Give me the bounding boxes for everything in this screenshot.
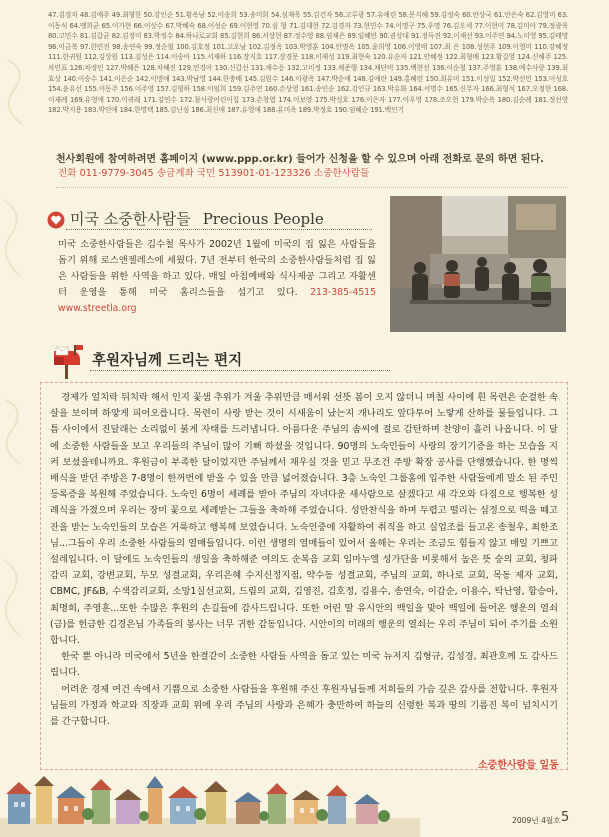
letter-signature: 소중한사람들 일동 — [478, 760, 559, 771]
section-title-precious-people — [70, 208, 324, 229]
contact-info: 213-385-4515 www.streetla.org — [58, 287, 376, 314]
swirl-decoration — [0, 0, 40, 837]
donor-list: 47.김경자 48.김예주 49.최형한 50.강인순 51.황옥남 52.이송희 53.송미희 54.심재욱 55.김건자 56.고루광 57.유예린 58.문지혜 59.김정숙 60.안상국 61.안은숙 62.김영미 63.이동식 64.맹희균 65.이가현 66.이상수 67.박혜숙 68.이성순 69.이현영 70.심 형 71.김대현 72.김경자 73.현민수 74.이명구 75.우명 76.김오세 77.이현미 78.김미아 79.정광욱 80.고민수 81.김갑균 82.김정미 83.박정수 84.하나로교회 85.김현희 86.서상현 87.정수영 88.임채은 89.임혜민 90.권상대 91.정득진 92.이재선 93.이주연 94.노미영 95.김태명 96.이금복 97.한민진 98.송연숙 99.정순철 100.김호정 101.고오남 102.김정옥 103.박영훈 104.안명옥 105.윤희영 106.이영태 107.최 은 108.성현주 109.이영미 110.강혜정 111.한귀원 112.김상원 113.김성은 114.이승아 115.서재하 116.장지호 117.장경문 118.이재성 119.최현숙 120.유순자 121.안혜정 122.최형배 123.황길영 124.신해주 125.차민표 126.차정민 127.박혜은 128.차혜진 129.민경아 130.신갑선 131.채수응 132.고미정 133.채준행 134.채단비 135.백현선 136.이순철 137.주영훈 138.예수사랑 139.최효상 140.이승수 141.이은순 142.이명애 143.박남영 144.한충배 145.김원수 146.이광옥 147.박순애 148.김예란 149.홍혜련 150.최유미 151.이성일 152.박선민 153.이성호 154.윤유선 155.이동주 156.이주영 157.김형하 158.이임희 159.김주연 160.손상영 161.송인순 162.김인규 163.박유화 164.서명수 165.신무자 166.최형석 167.오정현 168.이재례 169.유영애 170.이귀래 171.김연수 172.참사랑어린이집 173.손창엽 174.이보영 175.박성호 176.이은자 177.이우영 178.조오현 179.박순옥 180.김순례 181.정선영 182.박지용 183.박인애 184.한명택 185.김난심 186.최신애 187.유영애 188.유미옥 189.박정호 190.임혜순 191.백인기 — [48, 11, 568, 115]
letter-title-underline — [90, 370, 390, 371]
letter-paragraph: 경제가 얼치락 뒤치락 해서 인지 꽃샘 추위가 겨울 추위만큼 매서워 선뜻 봄이 오지 않더니 며칠 사이에 흰 목련은 순결한 속살을 보이며 하얗게 피어오릅니다. 목련이 사랑 받는 것이 시새움이 났는지 개나리도 앞다투어 노랗게 산하를 물들입니다. 그 틈 사이에서 진달래는 소리없이 붉게 자태를 드러냅니다. 아름다운 주님의 솜씨에 절로 감탄하며 찬양이 흘러 나옵니다. 이 달에 소중한 사람들을 보고 우리들의 주님이 많이 기뻐 하셨을 것입니다. 90명의 노숙인들이 사랑의 장기기증을 하는 모습을 지켜 보셨을테니까요. 후원금이 부족한 달이었지만 주님께서 채우실 것을 믿고 무조건 주방 확장 공사를 단행했습니다. 한 명씩 배식을 받던 주방은 7-8명이 한꺼번에 받을 수 있을 만큼 넓어졌습니다. 3층 노숙인 그룹홈에 입주한 사람들에게 말소 된 주민등록증을 복원해 주었습니다. 노숙인 6명이 세례를 받아 주님의 자녀다운 새사람으로 살겠다고 새 각오와 다짐으로 행복한 성례식을 가졌으며 우리는 장미 꽃으로 세례받는 그들을 축하해 주었습니다. 성만찬식을 하며 두렵고 떨리는 심정으로 떡을 떼고 잔을 받는 노숙인들의 모습은 거룩하고 행복해 보였습니다. 노숙인중에 자활하여 취직을 하고 실업조를 들고온 송철우, 최한조님...그들이 우리 소중한 사람들의 열매들입니다. 이런 생명의 열매들이 있어서 올해는 우리는 조금도 힘들지 않고 매일 기쁘고 설레입니다. 이 달에도 노숙인들의 생일을 축하해준 여의도 순복음 교회 임마누엘 성가단을 비롯해서 높은 뜻 숭의 교회, 청파 감리 교회, 강변교회, 두모 성결교회, 우리은혜 수지신정지점, 약수동 성결교회, 주님의 교회, 하나로 교회, 목동 제자 교회, CBMC, JF&B, 수색감리교회, 소망1실선교회, 드림의 교회, 김영진, 김호정, 김용수, 송연숙, 이갑순, 이용수, 탁난영, 함승아, 최명희, 주영훈...또한 수많은 후원의 손길들에 감사드립니다. 또한 어린 딸 유시안의 백일을 맞아 백일에 들어온 행운의 열쇠(금)를 헌금한 김경은님 가족들의 봉사는 너무 귀한 감동입니다. 시안이의 미래의 행운의 열쇠는 우리 주님이 되어 주기를 소원합니다. — [50, 392, 558, 647]
contact-notice: 전화 011-9779-3045 송금계좌 국민 513901-01-123326 소중한사람들 — [58, 168, 370, 179]
village-illustration — [0, 768, 420, 837]
title-korean: 미국 소중한사람들 — [70, 210, 191, 228]
section-divider — [56, 187, 568, 188]
precious-people-description — [58, 237, 376, 317]
issue-date: 2009년 4월호 — [512, 816, 561, 825]
letter-title: 후원자님께 드리는 편지 — [92, 353, 243, 369]
bullet-heart-icon — [46, 210, 66, 230]
title-underline — [66, 229, 372, 230]
mailbox-icon — [50, 343, 84, 379]
membership-notice: 천사회원에 참여하려면 홈페이지 (www.ppp.or.kr) 들어가 신청을 할 수 있으며 아래 전화로 문의 하면 된다. — [56, 154, 544, 165]
letter-paragraph: 어려운 경제 여건 속에서 기쁨으로 소중한 사람들을 후원해 주신 후원자님들께 저희들의 가슴 깊은 감사를 전합니다. 후원자님들의 가정과 학교와 직장과 교회 위에 우리 주님의 사랑과 은혜가 충만하여 하늘의 신령한 복과 땅의 기름진 복이 넘치시기를 간구합니다. — [50, 683, 558, 728]
title-english: Precious People — [202, 210, 324, 228]
page-number: 5 — [561, 810, 570, 825]
street-ministry-photo — [390, 196, 566, 332]
description-text: 미국 소중한사람들은 김수철 목사가 2002년 1월에 미국의 집 잃은 사람들을 돕기 위해 로스앤젤레스에 세웠다. 7년 전부터 한국의 소중한사람들처럼 집 잃은 사람들을 위한 사역을 하고 있다. 매일 아침예배와 식사제공 그리고 자활센터 운영을 통해 미국 홈리스들을 섬기고 있다. — [58, 239, 376, 298]
letter-paragraph: 한국 뿐 아니라 미국에서 5년을 한결같이 소중한 사람들 사역을 돕고 있는 미국 뉴저지 김형규, 김성경, 최관호께 도 감사드립니다. — [50, 651, 558, 679]
letter-body — [50, 390, 558, 730]
